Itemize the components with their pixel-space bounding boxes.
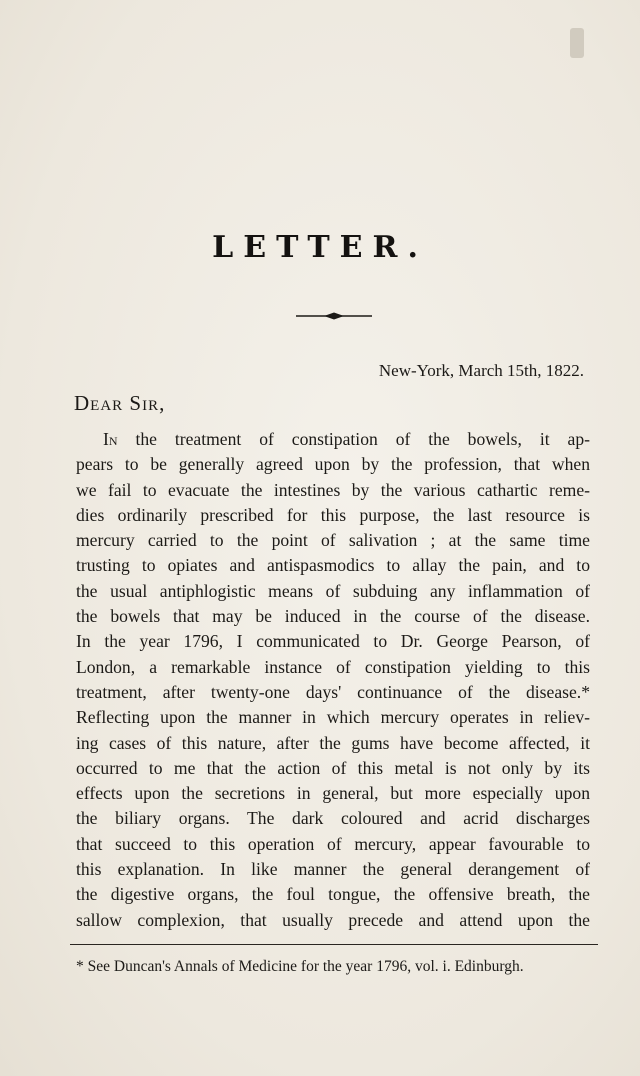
page-edge-mark [570,28,584,58]
body-line: treatment, after twenty-one days' continuance of the disease.* [76,681,590,702]
body-line: we fail to evacuate the intestines by the various cathartic reme- [76,479,590,500]
body-line: effects upon the secretions in general, but more especially upon [76,783,590,804]
body-line: mercury carried to the point of salivation ; at the same time [76,530,590,551]
body-line: London, a remarkable instance of constipation yielding to this [76,656,590,677]
body-line: trusting to opiates and antispasmodics to allay the pain, and to [76,555,590,576]
body-line: the usual antiphlogistic means of subduing any inflammation of [76,580,590,601]
body-line: this explanation. In like manner the general derangement of [76,859,590,880]
body-line: the bowels that may be induced in the course of the disease. [76,606,590,627]
footnote-rule [70,944,598,945]
footnote: * See Duncan's Annals of Medicine for the year 1796, vol. i. Edinburgh. [76,958,524,975]
body-line: the digestive organs, the foul tongue, the offensive breath, the [76,884,590,905]
letter-body [76,427,590,933]
body-line: pears to be generally agreed upon by the profession, that when [76,454,590,475]
body-line: that succeed to this operation of mercury, appear favourable to [76,833,590,854]
dateline: New-York, March 15th, 1822. [378,361,584,380]
body-line: sallow complexion, that usually precede and attend upon the [76,909,590,930]
body-line: occurred to me that the action of this metal is not only by its [76,757,590,778]
body-line: In the year 1796, I communicated to Dr. George Pearson, of [76,631,590,652]
body-line: dies ordinarily prescribed for this purpose, the last resource is [76,504,590,525]
salutation: Dear Sir, [74,391,166,415]
body-line-text: the treatment of constipation of the bowels, it ap- [135,429,590,449]
body-line: the biliary organs. The dark coloured and acrid discharges [76,808,590,829]
body-line [76,427,590,452]
page-heading: LETTER. [212,230,428,265]
body-line: Reflecting upon the manner in which mercury operates in reliev- [76,707,590,728]
drop-word: In [103,429,118,449]
ornament-divider-icon [296,312,372,320]
body-line: ing cases of this nature, after the gums have become affected, it [76,732,590,753]
